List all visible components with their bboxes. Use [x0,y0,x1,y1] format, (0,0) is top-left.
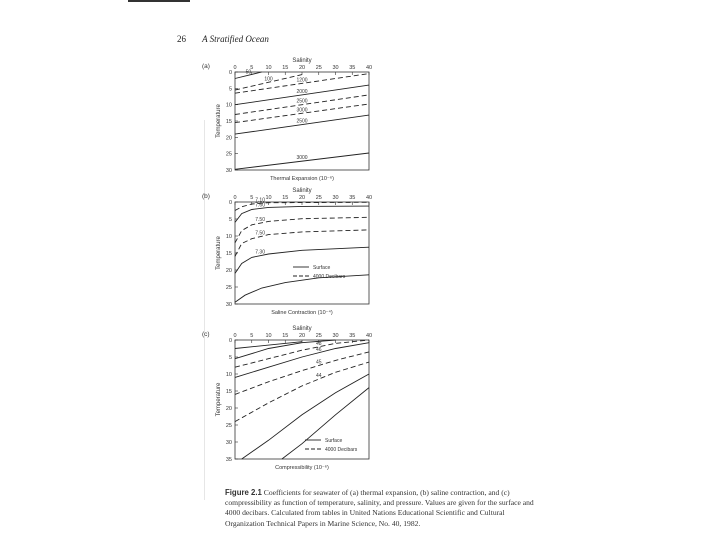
series-label: 2500 [296,118,308,125]
chart-panel-c [200,324,400,476]
y-tick-label: 5 [228,355,232,361]
series-label: 7.30 [255,249,265,256]
y-axis-title: Temperature [216,236,222,270]
series-label: 46 [315,346,322,353]
x-tick-label: 35 [349,65,356,71]
running-title: A Stratified Ocean [202,34,269,44]
series-label: 100 [264,76,273,83]
legend-label: Surface [313,265,331,271]
x-tick-label: 30 [332,333,339,339]
y-tick-label: 10 [225,102,232,109]
panel-label: (b) [202,193,210,200]
x-tick-label: 25 [315,65,322,71]
page-number: 26 [177,34,186,44]
x-tick-label: 40 [365,333,373,339]
series-label: 3000 [296,107,308,114]
y-tick-label: 15 [225,119,232,125]
x-tick-label: 15 [282,333,289,339]
x-tick-label: 10 [265,65,272,71]
x-tick-label: 5 [250,333,254,339]
y-axis-title: Temperature [216,104,222,138]
x-tick-label: 40 [365,195,373,201]
x-axis-title: Salinity [292,326,312,332]
series-label: 2500 [296,98,308,105]
x-axis-title: Salinity [292,58,312,64]
x-tick-label: 0 [233,333,237,339]
x-axis-bottom-label: Thermal Expansion (10⁻⁶) [270,176,334,182]
y-tick-label: 25 [225,423,232,429]
x-axis-bottom-label: Saline Contraction (10⁻⁴) [271,310,333,316]
x-tick-label: 20 [298,333,306,339]
caption-text: Coefficients for seawater of (a) thermal expansion, (b) saline contraction, and (c) compressibility as function of temperature, salinity, and pressure. Values are given for the surface and 4000 decibars. Calculated from tables in United Nations Educational Scientific and Cultural Organization Technical Papers in Marine Science, No. 40, 1982. [225,488,534,528]
legend-label: 4000 Decibars [313,274,346,280]
series-label: 7.10 [255,197,265,204]
x-tick-label: 5 [250,65,254,71]
x-tick-label: 10 [265,333,272,339]
y-tick-label: 10 [225,234,232,240]
series-label: 48 [315,340,322,347]
series-label: 2000 [296,88,308,95]
series-label: 3000 [296,155,308,162]
x-tick-label: 0 [233,65,237,71]
series-label: 45 [315,359,322,366]
series-line [235,275,369,303]
legend-label: 4000 Decibars [325,447,358,453]
y-tick-label: 25 [225,285,232,291]
x-tick-label: 40 [365,65,373,71]
y-axis-title: Temperature [216,382,222,417]
x-axis-bottom-label: Compressibility (10⁻⁶) [275,465,329,471]
y-tick-label: 30 [225,168,232,174]
x-axis-title: Salinity [292,188,312,194]
y-tick-label: 0 [228,70,232,76]
y-tick-label: 20 [225,135,232,142]
y-tick-label: 30 [225,440,232,446]
y-tick-label: 20 [225,406,232,412]
series-label: 7.60 [255,202,265,209]
x-tick-label: 35 [349,333,356,339]
series-label: 44 [315,373,322,380]
x-tick-label: 15 [282,65,289,71]
y-tick-label: 5 [228,217,232,223]
chart-panel-a [200,56,400,190]
x-tick-label: 10 [265,195,272,201]
x-tick-label: 25 [315,195,322,201]
x-tick-label: 35 [349,195,356,201]
x-tick-label: 5 [250,195,254,201]
x-tick-label: 0 [233,195,237,201]
y-tick-label: 20 [225,268,232,274]
y-tick-label: 30 [225,302,232,308]
y-tick-label: 35 [225,457,232,463]
y-tick-label: 25 [225,151,232,158]
legend-label: Surface [325,438,343,444]
series-label: 1200 [296,77,308,84]
series-label: 50 [245,69,252,76]
series-line [235,340,369,378]
x-tick-label: 30 [332,65,339,71]
x-tick-label: 20 [298,65,306,71]
x-tick-label: 15 [282,195,289,201]
series-line [235,340,369,367]
page-header [177,34,269,44]
y-tick-label: 15 [225,389,232,395]
y-tick-label: 0 [228,338,232,344]
panel-label: (a) [202,63,210,70]
x-tick-label: 25 [315,333,322,339]
plot-frame [235,340,369,459]
series-label: 7.50 [255,230,265,237]
scan-top-rule [128,0,190,2]
chart-panel-b [200,186,400,318]
x-tick-label: 30 [332,195,339,201]
series-line [235,352,369,395]
y-tick-label: 5 [228,86,232,93]
series-label: 7.50 [255,217,265,224]
x-tick-label: 20 [298,195,306,201]
y-tick-label: 0 [228,200,232,206]
y-tick-label: 15 [225,251,232,257]
figure-caption [225,488,545,529]
panel-label: (c) [202,331,210,338]
y-tick-label: 10 [225,372,232,378]
figure-label: Figure 2.1 [225,488,262,497]
